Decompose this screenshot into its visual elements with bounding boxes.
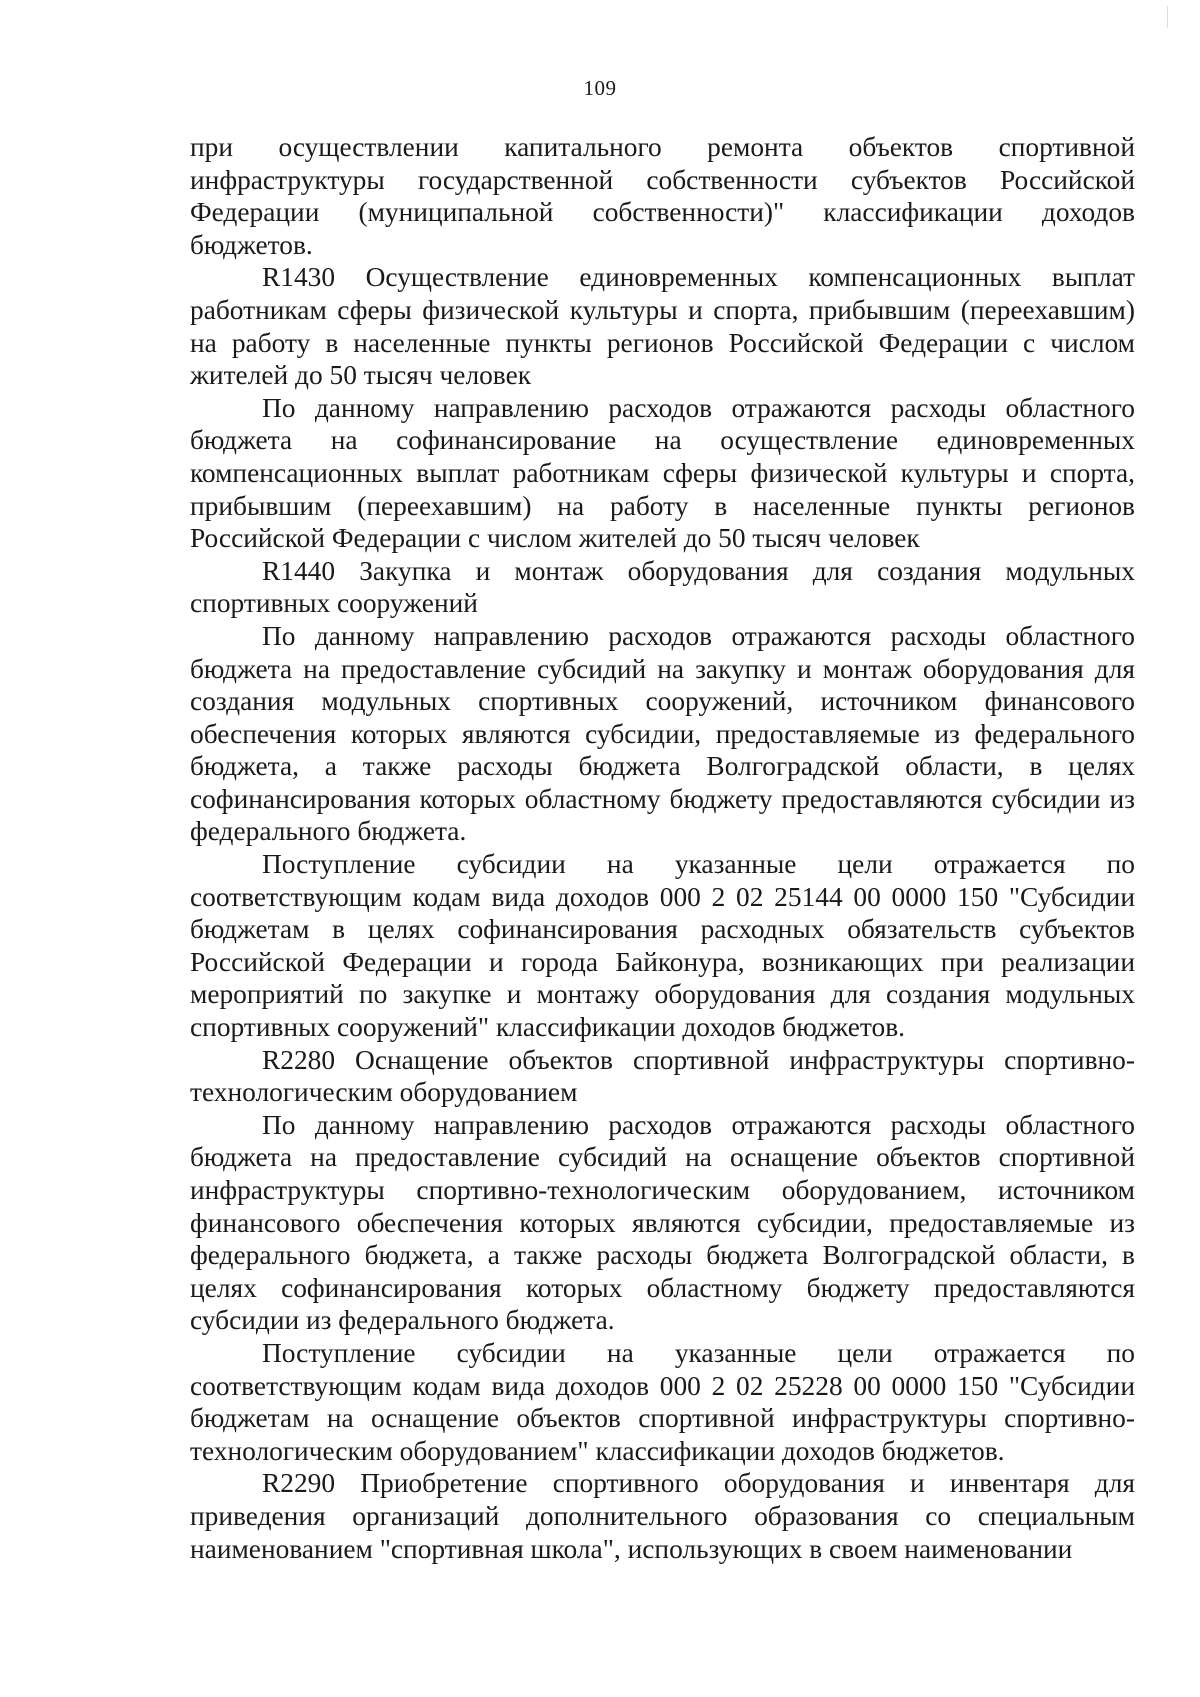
paragraph-heading-r1440: R1440 Закупка и монтаж оборудования для создания модульных спортивных сооружений <box>190 555 1135 619</box>
paragraph: По данному направлению расходов отражаются расходы областного бюджета на софинансирование на осуществление единовременных компенсационных выплат работникам сферы физической культуры и спорта, прибывшим (переехавшим) на работу в населенные пункты регионов Российской Федерации с числом жителей до 50 тысяч человек <box>190 392 1135 554</box>
paragraph: Поступление субсидии на указанные цели отражается по соответствующим кодам вида доходов 000 2 02 25228 00 0000 150 "Субсидии бюджетам на оснащение объектов спортивной инфраструктуры спортивно-технологическим оборудованием" классификации доходов бюджетов. <box>190 1337 1135 1466</box>
paragraph-continuation: при осуществлении капитального ремонта объектов спортивной инфраструктуры государственной собственности субъектов Российской Федерации (муниципальной собственности)" классификации доходов бюджетов. <box>190 132 1135 260</box>
paragraph-heading-r1430: R1430 Осуществление единовременных компенсационных выплат работникам сферы физической культуры и спорта, прибывшим (переехавшим) на работу в населенные пункты регионов Российской Федерации с числом жителей до 50 тысяч человек <box>190 262 1135 391</box>
scan-edge-mark <box>1167 6 1182 28</box>
page-number: 109 <box>583 76 617 100</box>
paragraph: По данному направлению расходов отражаются расходы областного бюджета на предоставление субсидий на оснащение объектов спортивной инфраструктуры спортивно-технологическим оборудованием, источником финансового обеспечения которых являются субсидии, предоставляемые из федерального бюджета, а также расходы бюджета Волгоградской области, в целях софинансирования которых областному бюджету предоставляются субсидии из федерального бюджета. <box>190 1109 1135 1336</box>
paragraph-heading-r2290: R2290 Приобретение спортивного оборудования и инвентаря для приведения организаций дополнительного образования со специальным наименованием "спортивная школа", использующих в своем наименовании <box>190 1468 1135 1564</box>
paragraph-heading-r2280: R2280 Оснащение объектов спортивной инфраструктуры спортивно-технологическим оборудованием <box>190 1044 1135 1108</box>
paragraph: По данному направлению расходов отражаются расходы областного бюджета на предоставление субсидий на закупку и монтаж оборудования для создания модульных спортивных сооружений, источником финансового обеспечения которых являются субсидии, предоставляемые из федерального бюджета, а также расходы бюджета Волгоградской области, в целях софинансирования которых областному бюджету предоставляются субсидии из федерального бюджета. <box>190 620 1135 847</box>
document-body <box>190 131 1135 1565</box>
paragraph: Поступление субсидии на указанные цели отражается по соответствующим кодам вида доходов 000 2 02 25144 00 0000 150 "Субсидии бюджетам в целях софинансирования расходных обязательств субъектов Российской Федерации и города Байконура, возникающих при реализации мероприятий по закупке и монтажу оборудования для создания модульных спортивных сооружений" классификации доходов бюджетов. <box>190 849 1135 1043</box>
